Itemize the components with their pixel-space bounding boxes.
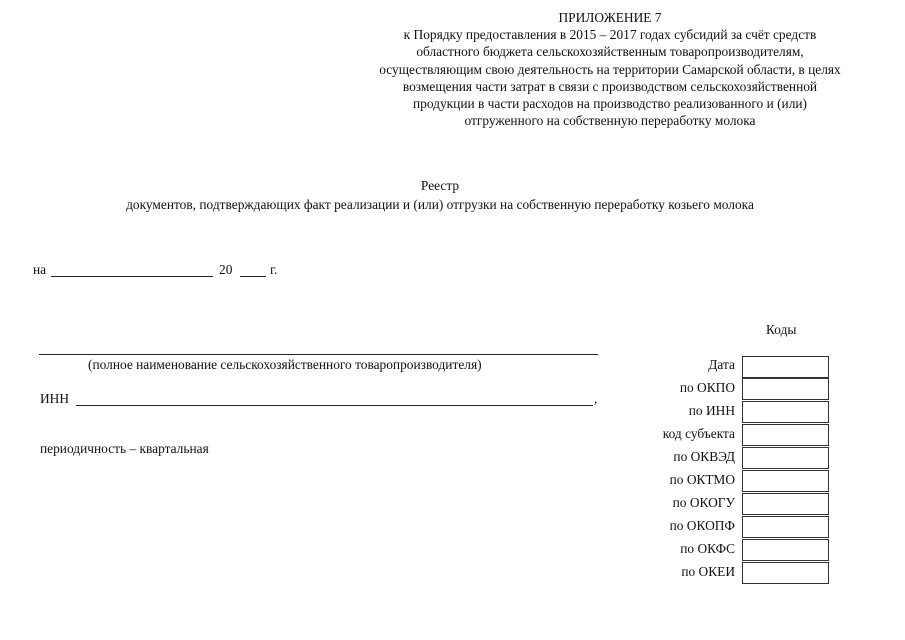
appendix-line: осуществляющим свою деятельность на территории Самарской области, в целях bbox=[379, 61, 841, 77]
appendix-line: продукции в части расходов на производство реализованного и (или) bbox=[412, 96, 808, 112]
inn-trailing-comma: , bbox=[594, 391, 598, 406]
appendix-line: отгруженного на собственную переработку молока bbox=[464, 113, 756, 129]
appendix-heading: ПРИЛОЖЕНИЕ 7 bbox=[558, 10, 662, 25]
appendix-line: областного бюджета сельскохозяйственным товаропроизводителям, bbox=[416, 44, 804, 60]
appendix-line: к Порядку предоставления в 2015 – 2017 годах субсидий за счёт средств bbox=[403, 27, 817, 43]
year-prefix: 20 bbox=[219, 262, 233, 277]
appendix-line: возмещения части затрат в связи с производством сельскохозяйственной bbox=[402, 78, 818, 94]
register-title-block bbox=[30, 176, 850, 214]
code-cell-okpo[interactable] bbox=[742, 378, 829, 400]
date-field[interactable] bbox=[51, 264, 213, 277]
date-prefix: на bbox=[33, 262, 47, 277]
code-cell-inn[interactable] bbox=[742, 401, 829, 423]
code-label-okopf: по ОКОПФ bbox=[669, 518, 735, 533]
code-cell-okopf[interactable] bbox=[742, 516, 829, 538]
producer-name-field[interactable] bbox=[39, 340, 598, 355]
code-label-date: Дата bbox=[708, 357, 735, 372]
inn-field[interactable] bbox=[76, 392, 593, 406]
date-suffix: г. bbox=[270, 262, 278, 277]
inn-label: ИНН bbox=[40, 391, 70, 406]
code-label-subject: код субъекта bbox=[662, 426, 735, 441]
code-cell-subject[interactable] bbox=[742, 424, 829, 446]
code-cell-okved[interactable] bbox=[742, 447, 829, 469]
code-label-okpo: по ОКПО bbox=[679, 380, 735, 395]
appendix-header bbox=[330, 9, 890, 129]
register-title: Реестр bbox=[420, 178, 460, 193]
codes-title: Коды bbox=[766, 322, 797, 337]
code-label-oktmo: по ОКТМО bbox=[669, 472, 735, 487]
register-subtitle: документов, подтверждающих факт реализации и (или) отгрузки на собственную переработку козьего молока bbox=[126, 197, 754, 212]
producer-caption: (полное наименование сельскохозяйственного товаропроизводителя) bbox=[88, 357, 482, 372]
code-label-okfs: по ОКФС bbox=[680, 541, 735, 556]
code-cell-okfs[interactable] bbox=[742, 539, 829, 561]
code-label-okogu: по ОКОГУ bbox=[672, 495, 735, 510]
code-label-okei: по ОКЕИ bbox=[681, 564, 735, 579]
code-cell-oktmo[interactable] bbox=[742, 470, 829, 492]
year-field[interactable] bbox=[240, 264, 266, 277]
periodicity-text: периодичность – квартальная bbox=[40, 441, 209, 456]
code-cell-okogu[interactable] bbox=[742, 493, 829, 515]
code-label-okved: по ОКВЭД bbox=[673, 449, 735, 464]
code-cell-date[interactable] bbox=[742, 356, 829, 378]
code-cell-okei[interactable] bbox=[742, 562, 829, 584]
code-label-inn: по ИНН bbox=[688, 403, 735, 418]
